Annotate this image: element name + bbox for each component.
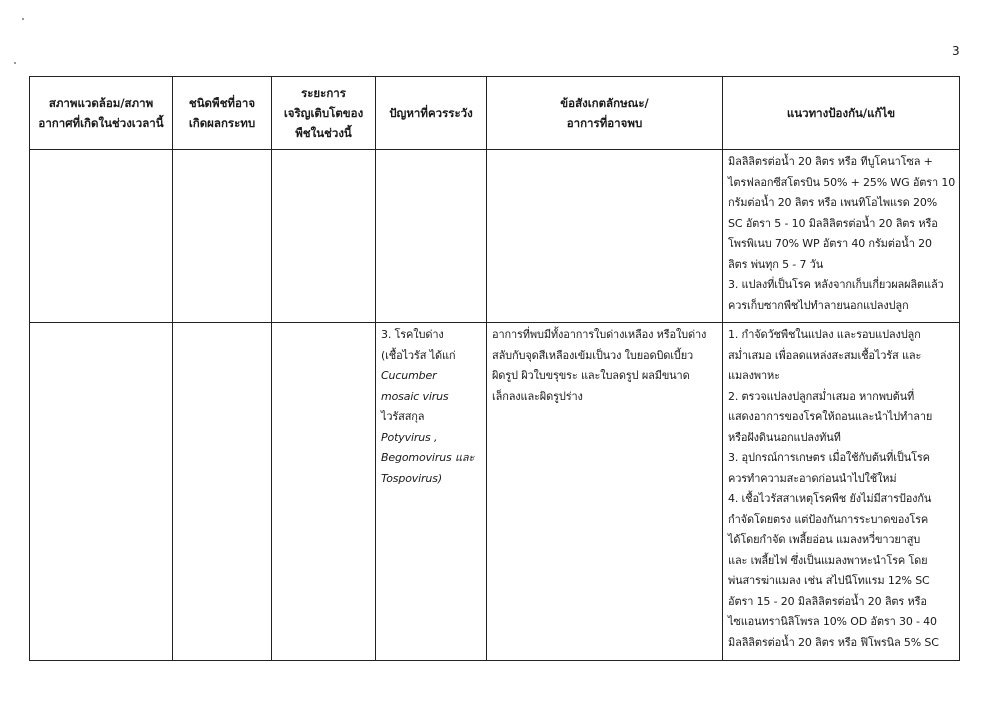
- symptom-line: ผิดรูป ผิวใบขรุขระ และใบลดรูป ผลมีขนาด: [492, 369, 690, 382]
- solution-line: SC อัตรา 5 - 10 มิลลิลิตรต่อน้ำ 20 ลิตร หรือ: [728, 216, 938, 230]
- solution-line: ไซแอนทรานิลิโพรล 10% OD อัตรา 30 - 40: [728, 615, 937, 628]
- table-row: [30, 150, 960, 323]
- scan-speck: [14, 62, 16, 64]
- table-row: [30, 323, 960, 661]
- solution-line: 1. กำจัดวัชพืชในแปลง และรอบแปลงปลูก: [728, 328, 921, 341]
- header-symptoms: ข้อสังเกตลักษณะ/ อาการที่อาจพบ: [487, 77, 723, 150]
- solution-line: หรือฝังดินนอกแปลงทันที: [728, 430, 841, 444]
- solution-line: มิลลิลิตรต่อน้ำ 20 ลิตร หรือ ฟิโพรนิล 5% SC: [728, 635, 939, 649]
- cell-growth-stage: [272, 150, 376, 323]
- problem-line: ไวรัสสกุล: [381, 410, 425, 423]
- header-row: [30, 77, 960, 150]
- scan-speck: [22, 18, 24, 20]
- solution-line: 3. อุปกรณ์การเกษตร เมื่อใช้กับต้นที่เป็นโรค: [728, 451, 930, 464]
- problem-line: 3. โรคใบด่าง: [381, 328, 444, 341]
- solution-line: ไตรฟลอกซีสโตรบิน 50% + 25% WG อัตรา 10: [728, 175, 956, 189]
- solution-line: โพรพิเนบ 70% WP อัตรา 40 กรัมต่อน้ำ 20: [728, 237, 932, 250]
- solution-line: ลิตร พ่นทุก 5 - 7 วัน: [728, 257, 824, 271]
- header-solution: แนวทางป้องกัน/แก้ไข: [723, 77, 960, 150]
- header-crop-type: ชนิดพืชที่อาจ เกิดผลกระทบ: [173, 77, 272, 150]
- problem-line: Cucumber: [381, 369, 437, 382]
- cell-crop-type: [173, 323, 272, 661]
- problem-line: Tospovirus): [381, 471, 442, 485]
- problem-line: (เชื้อไวรัส ได้แก่: [381, 348, 456, 362]
- cell-solution: [723, 323, 960, 661]
- solution-line: แมลงพาหะ: [728, 369, 780, 382]
- cell-problem: [376, 323, 487, 661]
- cell-symptoms: [487, 323, 723, 661]
- cell-problem: [376, 150, 487, 323]
- solution-line: พ่นสารฆ่าแมลง เช่น สไปนีโทแรม 12% SC: [728, 574, 930, 587]
- cell-solution: [723, 150, 960, 323]
- solution-line: ควรเก็บซากพืชไปทำลายนอกแปลงปลูก: [728, 298, 909, 312]
- problem-line: mosaic virus: [381, 389, 449, 403]
- solution-line: กรัมต่อน้ำ 20 ลิตร หรือ เพนทิโอไพแรด 20%: [728, 196, 938, 209]
- cell-environment: [30, 150, 173, 323]
- header-growth-stage: ระยะการ เจริญเติบโตของ พืชในช่วงนี้: [272, 77, 376, 150]
- symptom-line: สลับกับจุดสีเหลืองเข้มเป็นวง ใบยอดบิดเบี้ยว: [492, 348, 694, 362]
- cell-crop-type: [173, 150, 272, 323]
- solution-line: แสดงอาการของโรคให้ถอนและนำไปทำลาย: [728, 410, 933, 423]
- cell-environment: [30, 323, 173, 661]
- solution-line: ควรทำความสะอาดก่อนนำไปใช้ใหม่: [728, 471, 897, 485]
- solution-line: มิลลิลิตรต่อน้ำ 20 ลิตร หรือ ทีบูโคนาโซล +: [728, 155, 933, 168]
- cell-growth-stage: [272, 323, 376, 661]
- solution-line: 3. แปลงที่เป็นโรค หลังจากเก็บเกี่ยวผลผลิตแล้ว: [728, 278, 944, 291]
- header-problem: ปัญหาที่ควรระวัง: [376, 77, 487, 150]
- cell-symptoms: [487, 150, 723, 323]
- solution-line: สม่ำเสมอ เพื่อลดแหล่งสะสมเชื้อไวรัส และ: [728, 348, 922, 362]
- solution-line: กำจัดโดยตรง แต่ป้องกันการระบาดของโรค: [728, 512, 929, 526]
- solution-line: 2. ตรวจแปลงปลูกสม่ำเสมอ หากพบต้นที่: [728, 389, 915, 403]
- page-number: 3: [952, 44, 960, 58]
- solution-line: ได้โดยกำจัด เพลี้ยอ่อน แมลงหวี่ขาวยาสูบ: [728, 533, 921, 546]
- symptom-line: อาการที่พบมีทั้งอาการใบด่างเหลือง หรือใบด่าง: [492, 328, 707, 341]
- symptom-line: เล็กลงและผิดรูปร่าง: [492, 389, 583, 403]
- solution-line: 4. เชื้อไวรัสสาเหตุโรคพืช ยังไม่มีสารป้องกัน: [728, 492, 932, 505]
- problem-line: Begomovirus และ: [381, 451, 475, 464]
- problem-line: Potyvirus ,: [381, 430, 438, 444]
- header-environment: สภาพแวดล้อม/สภาพ อากาศที่เกิดในช่วงเวลานี้: [30, 77, 173, 150]
- pest-management-table: [29, 76, 960, 661]
- solution-line: อัตรา 15 - 20 มิลลิลิตรต่อน้ำ 20 ลิตร หรือ: [728, 594, 927, 608]
- solution-line: และ เพลี้ยไฟ ซึ่งเป็นแมลงพาหะนำโรค โดย: [728, 553, 928, 567]
